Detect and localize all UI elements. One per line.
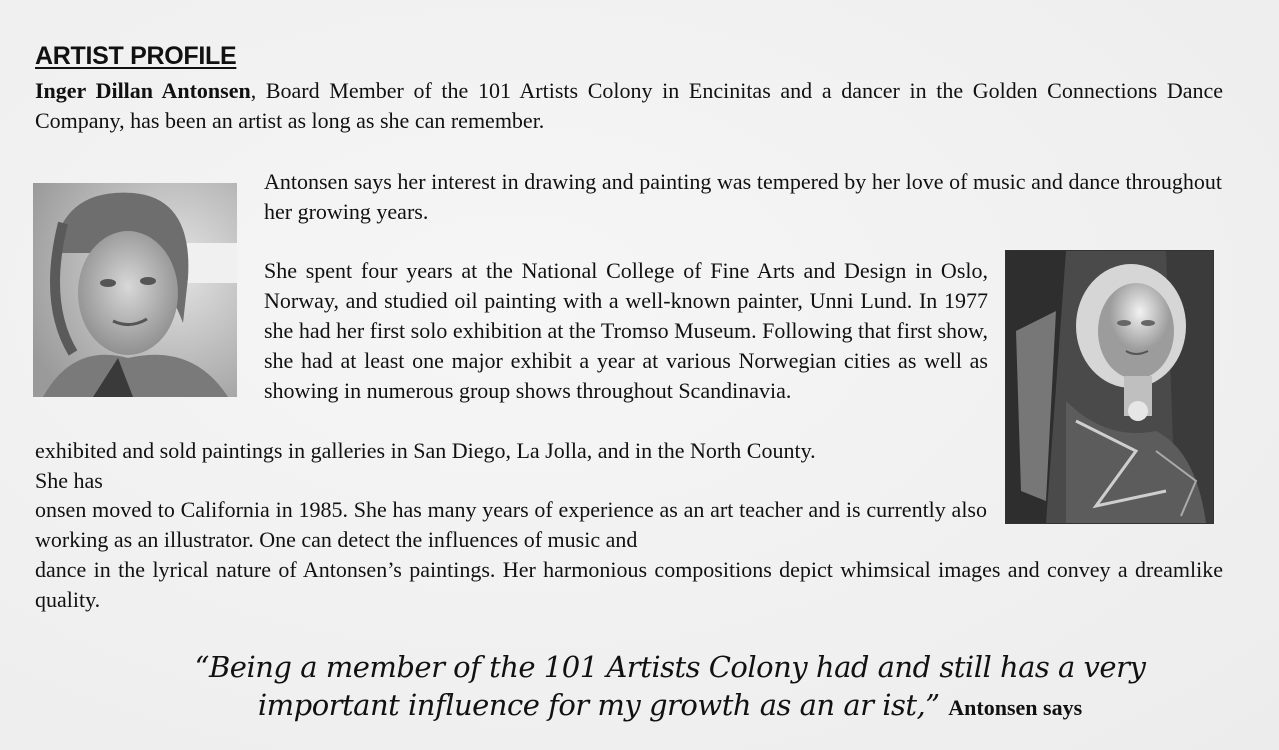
interest-paragraph: Antonsen says her interest in drawing and painting was tempered by her love of music and dance throughout her growing years. (264, 169, 1222, 224)
exhibited-line-2: She has (35, 468, 103, 493)
intro-paragraph (35, 76, 1223, 136)
artist-name: Inger Dillan Antonsen (35, 78, 251, 103)
quote-attribution: Antonsen says (948, 695, 1083, 720)
intro-text: , Board Member of the 101 Artists Colony in Encinitas and a dancer in the Golden Connections Dance Company, has been an artist as long as she can remember. (35, 78, 1224, 133)
california-paragraph: onsen moved to California in 1985. She has many years of experience as an art teacher and is currently also working as an illustrator. One can detect the influences of music and (35, 497, 987, 552)
style-paragraph: dance in the lyrical nature of Antonsen’s paintings. Her harmonious compositions depict whimsical images and convey a dreamlike quality. (35, 557, 1223, 612)
artwork-painting (1005, 250, 1214, 524)
profile-heading: ARTIST PROFILE (35, 42, 237, 70)
quote-text: “Being a member of the 101 Artists Colony had and still has a very important influence for my growth as an ar ist,” (194, 650, 1146, 722)
painting-image (1006, 251, 1213, 523)
pull-quote (150, 648, 1190, 727)
exhibited-paragraph (35, 436, 987, 496)
artist-portrait-photo (33, 183, 237, 397)
education-paragraph: She spent four years at the National College of Fine Arts and Design in Oslo, Norway, and studied oil painting with a well-known painter, Unni Lund. In 1977 she had her first solo exhibition at the Tromso Museum. Following that first show, she had at least one major exhibit a year at various Norwegian cities as well as showing in numerous group shows throughout Scandinavia. (264, 258, 988, 403)
portrait-image (33, 183, 237, 397)
exhibited-line-1: exhibited and sold paintings in galleries in San Diego, La Jolla, and in the North County. (35, 438, 816, 463)
